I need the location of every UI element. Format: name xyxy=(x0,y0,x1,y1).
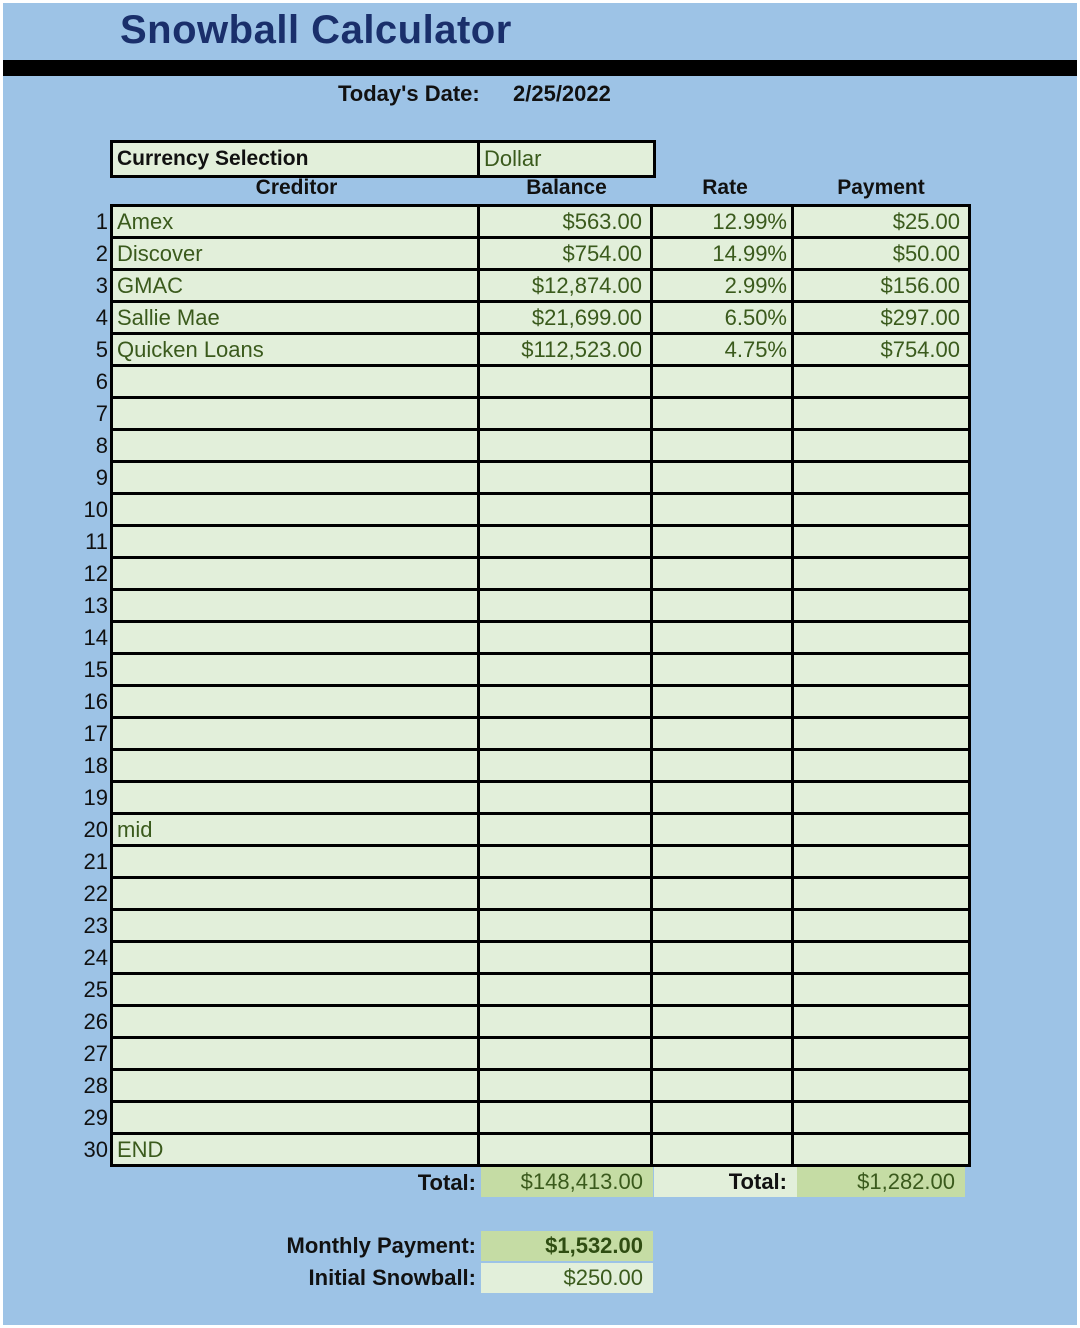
row-number: 10 xyxy=(83,497,108,522)
balance-cell[interactable] xyxy=(480,1007,653,1036)
table-row xyxy=(113,527,968,559)
payment-cell[interactable] xyxy=(794,527,968,556)
rate-cell[interactable] xyxy=(653,1007,794,1036)
row-number: 18 xyxy=(83,753,108,778)
rate-cell[interactable] xyxy=(653,815,794,844)
row-number: 9 xyxy=(95,465,108,490)
rate-cell[interactable] xyxy=(653,1071,794,1100)
rate-cell[interactable] xyxy=(653,687,794,716)
row-number: 19 xyxy=(83,785,108,810)
balance-cell[interactable] xyxy=(480,559,653,588)
balance-cell[interactable] xyxy=(480,591,653,620)
table-row xyxy=(113,1071,968,1103)
payment-cell[interactable] xyxy=(794,815,968,844)
rate-cell[interactable] xyxy=(653,399,794,428)
row-number: 6 xyxy=(95,369,108,394)
payment-cell[interactable]: $297.00 xyxy=(880,305,960,330)
creditor-cell[interactable] xyxy=(113,1071,480,1100)
row-number: 3 xyxy=(95,273,108,298)
rate-cell[interactable] xyxy=(653,1039,794,1068)
balance-cell[interactable] xyxy=(480,367,653,396)
row-number: 5 xyxy=(95,337,108,362)
rate-cell[interactable] xyxy=(653,783,794,812)
rate-cell[interactable] xyxy=(653,463,794,492)
creditor-cell[interactable] xyxy=(113,975,480,1004)
balance-cell[interactable] xyxy=(480,399,653,428)
table-row xyxy=(113,943,968,975)
rate-cell[interactable] xyxy=(653,367,794,396)
creditor-cell[interactable] xyxy=(113,911,480,940)
page-title: Snowball Calculator xyxy=(120,8,512,52)
date-label: Today's Date: xyxy=(338,81,480,106)
table-row xyxy=(113,303,968,335)
creditor-cell[interactable] xyxy=(113,1007,480,1036)
table-row xyxy=(113,399,968,431)
balance-cell[interactable] xyxy=(480,431,653,460)
balance-cell[interactable] xyxy=(480,1039,653,1068)
creditor-cell[interactable] xyxy=(113,847,480,876)
rate-cell[interactable] xyxy=(653,623,794,652)
rate-cell[interactable]: 4.75% xyxy=(653,335,794,364)
creditor-cell[interactable] xyxy=(113,655,480,684)
row-number: 12 xyxy=(83,561,108,586)
payment-cell[interactable] xyxy=(794,719,968,748)
header-balance: Balance xyxy=(526,176,607,199)
creditor-cell[interactable] xyxy=(113,943,480,972)
creditor-cell[interactable] xyxy=(113,463,480,492)
creditor-cell[interactable]: Sallie Mae xyxy=(113,303,480,332)
row-number: 29 xyxy=(83,1105,108,1130)
currency-selection xyxy=(110,140,656,178)
row-number: 17 xyxy=(83,721,108,746)
balance-cell[interactable] xyxy=(480,815,653,844)
date-value[interactable]: 2/25/2022 xyxy=(513,81,611,106)
creditor-cell[interactable] xyxy=(113,879,480,908)
table-row xyxy=(113,911,968,943)
balance-cell[interactable]: $754.00 xyxy=(480,239,653,268)
table-row xyxy=(113,335,968,367)
payment-cell[interactable] xyxy=(794,911,968,940)
balance-cell[interactable] xyxy=(480,623,653,652)
payment-cell[interactable] xyxy=(794,1039,968,1068)
creditor-cell[interactable] xyxy=(113,719,480,748)
creditor-cell[interactable] xyxy=(113,623,480,652)
balance-cell[interactable] xyxy=(480,495,653,524)
creditor-cell[interactable]: Quicken Loans xyxy=(113,335,480,364)
payment-cell[interactable] xyxy=(794,1007,968,1036)
balance-cell[interactable] xyxy=(480,1135,653,1164)
payment-cell[interactable]: $25.00 xyxy=(892,209,960,234)
table-row xyxy=(113,559,968,591)
balance-cell[interactable] xyxy=(480,463,653,492)
balance-total-label: Total: xyxy=(417,1170,476,1195)
payment-cell[interactable] xyxy=(794,879,968,908)
creditor-cell[interactable] xyxy=(113,591,480,620)
balance-cell[interactable] xyxy=(480,719,653,748)
table-row xyxy=(113,207,968,239)
row-number: 20 xyxy=(83,817,108,842)
currency-select[interactable]: Dollar xyxy=(484,146,542,171)
payment-cell[interactable] xyxy=(794,431,968,460)
payment-total-label: Total: xyxy=(654,1167,797,1197)
header-creditor: Creditor xyxy=(255,176,338,199)
creditor-cell[interactable] xyxy=(113,559,480,588)
payment-cell[interactable] xyxy=(794,943,968,972)
table-row xyxy=(113,655,968,687)
payment-total: $1,282.00 xyxy=(797,1167,965,1197)
payment-cell[interactable] xyxy=(794,559,968,588)
row-number: 15 xyxy=(83,657,108,682)
monthly-payment-value[interactable]: $1,532.00 xyxy=(481,1231,653,1261)
payment-cell[interactable] xyxy=(794,399,968,428)
table-row xyxy=(113,975,968,1007)
payment-cell[interactable] xyxy=(794,367,968,396)
creditor-cell[interactable] xyxy=(113,367,480,396)
creditor-cell[interactable]: mid xyxy=(113,815,480,844)
rate-cell[interactable] xyxy=(653,431,794,460)
table-row xyxy=(113,1103,968,1135)
payment-cell[interactable]: $50.00 xyxy=(892,241,960,266)
payment-cell[interactable] xyxy=(794,847,968,876)
creditor-cell[interactable] xyxy=(113,431,480,460)
rate-cell[interactable] xyxy=(653,559,794,588)
table-row xyxy=(113,1007,968,1039)
payment-cell[interactable]: $156.00 xyxy=(880,273,960,298)
payment-cell[interactable] xyxy=(794,495,968,524)
balance-cell[interactable] xyxy=(480,783,653,812)
balance-cell[interactable] xyxy=(480,687,653,716)
row-number: 27 xyxy=(83,1041,108,1066)
balance-cell[interactable] xyxy=(480,527,653,556)
rate-cell[interactable] xyxy=(653,943,794,972)
creditor-cell[interactable] xyxy=(113,399,480,428)
payment-cell[interactable] xyxy=(794,975,968,1004)
row-number: 4 xyxy=(95,305,108,330)
rate-cell[interactable]: 6.50% xyxy=(653,303,794,332)
balance-cell[interactable]: $563.00 xyxy=(480,207,653,236)
table-row xyxy=(113,879,968,911)
row-number: 21 xyxy=(83,849,108,874)
title-divider xyxy=(3,60,1077,76)
row-number: 28 xyxy=(83,1073,108,1098)
table-row xyxy=(113,783,968,815)
creditor-cell[interactable] xyxy=(113,783,480,812)
creditor-cell[interactable] xyxy=(113,527,480,556)
balance-cell[interactable] xyxy=(480,1071,653,1100)
row-number: 16 xyxy=(83,689,108,714)
table-row xyxy=(113,431,968,463)
table-row xyxy=(113,847,968,879)
creditor-cell[interactable]: Discover xyxy=(113,239,480,268)
creditor-cell[interactable]: GMAC xyxy=(113,271,480,300)
payment-cell[interactable] xyxy=(794,463,968,492)
rate-cell[interactable] xyxy=(653,975,794,1004)
balance-cell[interactable]: $12,874.00 xyxy=(480,271,653,300)
table-row xyxy=(113,623,968,655)
balance-cell[interactable] xyxy=(480,879,653,908)
payment-cell[interactable] xyxy=(794,655,968,684)
balance-cell[interactable] xyxy=(480,943,653,972)
table-row xyxy=(113,367,968,399)
row-number: 24 xyxy=(83,945,108,970)
row-number: 22 xyxy=(83,881,108,906)
row-number: 1 xyxy=(95,209,108,234)
row-number: 26 xyxy=(83,1009,108,1034)
table-row xyxy=(113,751,968,783)
payment-cell[interactable] xyxy=(794,591,968,620)
initial-snowball-label: Initial Snowball: xyxy=(308,1265,476,1290)
header-payment: Payment xyxy=(837,176,925,199)
table-row xyxy=(113,1039,968,1071)
creditor-cell[interactable] xyxy=(113,687,480,716)
payment-cell[interactable] xyxy=(794,751,968,780)
row-number: 30 xyxy=(83,1137,108,1162)
initial-snowball-value: $250.00 xyxy=(481,1263,653,1293)
table-row xyxy=(113,463,968,495)
rate-cell[interactable] xyxy=(653,495,794,524)
table-row xyxy=(113,1135,968,1164)
row-number: 25 xyxy=(83,977,108,1002)
row-number: 8 xyxy=(95,433,108,458)
balance-cell[interactable]: $112,523.00 xyxy=(480,335,653,364)
rate-cell[interactable] xyxy=(653,1135,794,1164)
rate-cell[interactable] xyxy=(653,527,794,556)
header-rate: Rate xyxy=(702,176,748,199)
payment-cell[interactable] xyxy=(794,1071,968,1100)
rate-cell[interactable] xyxy=(653,655,794,684)
table-row xyxy=(113,495,968,527)
payment-cell[interactable] xyxy=(794,687,968,716)
balance-total: $148,413.00 xyxy=(481,1167,653,1197)
rate-cell[interactable]: 2.99% xyxy=(653,271,794,300)
creditor-cell[interactable] xyxy=(113,1103,480,1132)
creditor-cell[interactable]: END xyxy=(113,1135,480,1164)
creditor-cell[interactable] xyxy=(113,751,480,780)
payment-cell[interactable] xyxy=(794,1135,968,1164)
creditor-cell[interactable] xyxy=(113,495,480,524)
balance-cell[interactable]: $21,699.00 xyxy=(480,303,653,332)
row-number: 14 xyxy=(83,625,108,650)
rate-cell[interactable] xyxy=(653,1103,794,1132)
payment-cell[interactable] xyxy=(794,623,968,652)
balance-cell[interactable] xyxy=(480,975,653,1004)
table-row xyxy=(113,815,968,847)
payment-cell[interactable] xyxy=(794,783,968,812)
table-row xyxy=(113,239,968,271)
debt-table xyxy=(110,204,971,1167)
rate-cell[interactable] xyxy=(653,879,794,908)
rate-cell[interactable] xyxy=(653,719,794,748)
rate-cell[interactable] xyxy=(653,847,794,876)
row-number: 2 xyxy=(95,241,108,266)
row-number: 23 xyxy=(83,913,108,938)
table-row xyxy=(113,271,968,303)
payment-cell[interactable]: $754.00 xyxy=(880,337,960,362)
row-number: 7 xyxy=(95,401,108,426)
payment-cell[interactable] xyxy=(794,1103,968,1132)
rate-cell[interactable] xyxy=(653,751,794,780)
balance-cell[interactable] xyxy=(480,847,653,876)
balance-cell[interactable] xyxy=(480,655,653,684)
currency-label: Currency Selection xyxy=(113,143,480,175)
rate-cell[interactable] xyxy=(653,591,794,620)
row-number: 13 xyxy=(83,593,108,618)
table-row xyxy=(113,687,968,719)
table-row xyxy=(113,591,968,623)
balance-cell[interactable] xyxy=(480,911,653,940)
rate-cell[interactable] xyxy=(653,911,794,940)
monthly-payment-label: Monthly Payment: xyxy=(286,1233,476,1258)
rate-cell[interactable]: 12.99% xyxy=(653,207,794,236)
table-row xyxy=(113,719,968,751)
balance-cell[interactable] xyxy=(480,1103,653,1132)
creditor-cell[interactable]: Amex xyxy=(113,207,480,236)
row-numbers xyxy=(70,207,108,1167)
balance-cell[interactable] xyxy=(480,751,653,780)
creditor-cell[interactable] xyxy=(113,1039,480,1068)
row-number: 11 xyxy=(85,529,108,554)
rate-cell[interactable]: 14.99% xyxy=(653,239,794,268)
